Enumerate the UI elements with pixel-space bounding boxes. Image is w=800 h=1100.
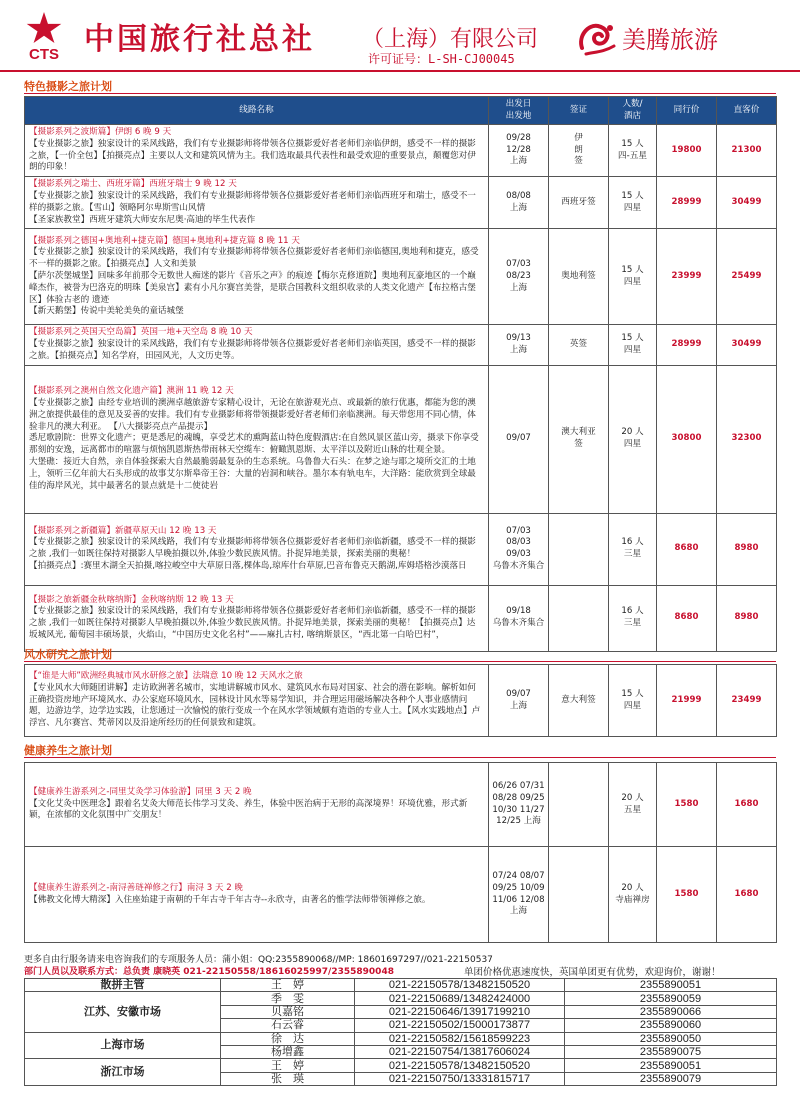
route-description: 【专业摄影之旅】独家设计的采风线路，我们有专业摄影师将带领各位摄影爱好者老师们亲临新疆，感受不一样的摄影之旅 ,我们一如既往保持对摄影人早晚拍摄以外,体验少数民族风情。扑捉异地美景，探索美丽的奥秘！【拍摄亮点】达坂城风光, 葡萄园丰硕场景，火焰山，“中国历史文化名村”——麻扎古村, 喀纳斯景区，“西北第一白哈巴村”， [29,606,476,641]
table-row [25,847,777,943]
cts-logo-text: CTS [29,46,59,63]
org-name: 中国旅行社总社 [84,22,315,57]
route-title: 【摄影系列之英国天空岛篇】英国一地+天空岛 8 晚 10 天 [29,327,253,338]
contact-qq: 2355890066 [565,1005,777,1018]
contact-qq: 2355890051 [565,979,777,992]
route-description: 【文化艾灸中医理念】跟着名艾灸大师范长伟学习艾灸、养生，体验中医治病于无形的高深境界！环境优雅，形式新颖，在浓郁的文化氛围中广交朋友！ [29,798,468,821]
route-title: 【摄影系列之澳州自然文化遗产篇】澳洲 11 晚 12 天 [29,386,234,397]
route-people: 15 人 四-五星 [609,125,657,177]
direct-price: 32300 [717,365,777,513]
contact-name: 石云睿 [221,1019,355,1032]
peer-price: 23999 [657,229,717,325]
route-title: 【健康养生游系列之-南浔善琏禅修之行】南浔 3 天 2 晚 [29,882,244,893]
peer-price: 1580 [657,763,717,847]
route-visa: 伊 朗 签 [549,125,609,177]
direct-price: 8980 [717,585,777,651]
direct-price: 8980 [717,513,777,585]
route-visa: 西班牙签 [549,177,609,229]
contact-name: 杨增鑫 [221,1045,355,1058]
peer-price: 8680 [657,585,717,651]
brand-name: 美腾旅游 [622,26,718,54]
col-visa: 签证 [549,97,609,125]
contact-phone: 021-22150582/15618599223 [355,1032,565,1045]
contact-name: 贝嘉铭 [221,1005,355,1018]
fengshui-tour-table [24,664,777,737]
peer-price: 21999 [657,665,717,737]
col-direct-price: 直客价 [717,97,777,125]
contact-phone: 021-22150750/13331815717 [355,1072,565,1085]
route-visa [549,847,609,943]
route-title: 【摄影系列之波斯篇】伊朗 6 晚 9 天 [29,127,172,137]
direct-price: 25499 [717,229,777,325]
contact-qq: 2355890050 [565,1032,777,1045]
route-description: 【专业摄影之旅】独家设计的采风线路，我们有专业摄影师将带领各位摄影爱好者老师们亲临伊朗，感受不一样的摄影之旅，【一价全包】【拍摄亮点】主要以人文和建筑风情为主。我们选取最具代表性和最受欢迎的重要景点，颠覆您对伊朗的印象！ [29,138,476,173]
route-people: 15 人 四星 [609,177,657,229]
route-people: 20 人 五星 [609,763,657,847]
peer-price: 8680 [657,513,717,585]
route-cell [25,763,489,847]
contact-table [24,978,777,1086]
contact-name: 徐 达 [221,1032,355,1045]
peer-price: 28999 [657,177,717,229]
route-people: 16 人 三星 [609,513,657,585]
route-description: 【专业摄影之旅】独家设计的采风线路，我们有专业摄影师将带领各位摄影爱好者老师们亲临德国,奥地利和捷克，感受不一样的摄影之旅。【拍摄亮点】人文和美景 【萨尔茨堡城堡】回味多年前那令无数世人痴迷的影片《音乐之声》的痕迹【梅尔克修道院】奥地利瓦豪地区的一个巅峰杰作，被誉为巴洛克的明珠【美泉宫】素有小凡尔赛宫美誉，是联合国教科文组织收录的人类文化遗产【布拉格古堡区】体验古老的 遗迹 【新天鹅堡】传说中美轮美奂的童话城堡 [29,247,479,317]
table-header-row [25,97,777,125]
direct-price: 21300 [717,125,777,177]
table-row [25,585,777,651]
direct-price: 23499 [717,665,777,737]
col-peer-price: 同行价 [657,97,717,125]
contact-qq: 2355890051 [565,1059,777,1072]
route-date: 07/03 08/23 上海 [489,229,549,325]
route-visa [549,763,609,847]
table-row [25,229,777,325]
route-cell [25,585,489,651]
contact-market: 江苏、安徽市场 [25,992,221,1032]
contact-qq: 2355890060 [565,1019,777,1032]
route-date: 08/08 上海 [489,177,549,229]
page-header [0,0,800,72]
contact-name: 王 婷 [221,1059,355,1072]
route-visa [549,585,609,651]
table-row [25,365,777,513]
route-visa: 英签 [549,325,609,365]
route-description: 【专业摄影之旅】独家设计的采风线路，我们有专业摄影师将带领各位摄影爱好者老师们亲临西班牙和瑞士，感受不一样的摄影之旅。【雪山】领略阿尔卑斯雪山风情 【圣家族教堂】西班牙建筑大师安东尼奥·高迪的毕生代表作 [29,190,476,225]
photo-tour-table [24,96,777,652]
route-cell [25,125,489,177]
route-people: 16 人 三星 [609,585,657,651]
license-number: 许可证号：L-SH-CJ00045 [368,52,515,66]
route-people: 15 人 四星 [609,229,657,325]
route-description: 【专业风水大师随团讲解】走访欧洲著名城市，实地讲解城市风水、建筑风水布局对国家、社会的潜在影响。解析如何正确投资房地产环境风水、办公家庭环境风水，园林设计风水等易学知识，并合理运用磁场解决各种个人事业感情问题，边游边学，边学边实践，让您通过一次愉悦的旅行变成一个在风水学领域颇有造诣的专业人士。【风水实践地点】卢浮宫、凡尔赛宫、梵蒂冈以及沿途所经历的任何景致和建筑。 [29,682,481,729]
route-people: 20 人 四星 [609,365,657,513]
contact-market: 浙江市场 [25,1059,221,1086]
route-date: 07/03 08/03 09/03 乌鲁木齐集合 [489,513,549,585]
peer-price: 28999 [657,325,717,365]
contact-phone: 021-22150578/13482150520 [355,979,565,992]
contact-phone: 021-22150754/13817606024 [355,1045,565,1058]
contact-phone: 021-22150689/13482424000 [355,992,565,1005]
col-date: 出发日 出发地 [489,97,549,125]
section-title-fengshui: 风水研究之旅计划 [24,646,776,662]
company-name: （上海）有限公司 [362,27,539,52]
route-visa: 意大利签 [549,665,609,737]
route-cell [25,325,489,365]
direct-price: 30499 [717,177,777,229]
route-title: 【摄影系列之德国+奥地利+捷克篇】德国+奥地利+捷克篇 8 晚 11 天 [29,235,300,246]
peer-price: 1580 [657,847,717,943]
route-description: 【专业摄影之旅】独家设计的采风线路，我们有专业摄影师将带领各位摄影爱好者老师们亲临新疆，感受不一样的摄影之旅 ,我们一如既往保持对摄影人早晚拍摄以外,体验少数民族风情。扑捉异地美景，探索美丽的奥秘！ 【拍摄亮点】:赛里木湖全天拍摄,喀拉峻空中大草原日落,棵体岛,琼库什台草原,巴音布鲁克天鹅湖,库姆塔格沙漠落日 [29,537,476,572]
route-cell [25,177,489,229]
direct-price: 1680 [717,763,777,847]
peer-price: 30800 [657,365,717,513]
contact-row [25,1059,777,1072]
route-date: 09/28 12/28 上海 [489,125,549,177]
route-people: 15 人 四星 [609,325,657,365]
route-title: 【“谁是大师”欧洲经典城市风水研修之旅】法瑞意 10 晚 12 天风水之旅 [29,671,303,681]
contact-name: 王 婷 [221,979,355,992]
contact-name: 张 瑛 [221,1072,355,1085]
contact-name: 季 雯 [221,992,355,1005]
route-date: 09/18 乌鲁木齐集合 [489,585,549,651]
contact-row [25,1032,777,1045]
peer-price: 19800 [657,125,717,177]
health-tour-table [24,762,777,943]
route-date: 09/07 上海 [489,665,549,737]
contact-qq: 2355890059 [565,992,777,1005]
direct-price: 30499 [717,325,777,365]
route-title: 【摄影系列之瑞士、西班牙篇】西班牙瑞士 9 晚 12 天 [29,179,237,190]
col-route: 线路名称 [25,97,489,125]
contact-row [25,979,777,992]
table-row [25,125,777,177]
route-people: 15 人 四星 [609,665,657,737]
route-date: 09/07 [489,365,549,513]
contact-phone: 021-22150578/13482150520 [355,1059,565,1072]
route-description: 【专业摄影之旅】由经专业培训的澳洲卓越旅游专家精心设计，无论在旅游观光点、或最新的旅行优惠，都能为您的澳洲之旅提供最佳的意见及妥善的安排。我们有专业摄影师将带领摄影爱好者老师们亲临澳洲。每天带您用不同心情，体验非凡的澳大利亚。 【八大摄影亮点产品提示】 悉尼歌剧院：世界文化遗产；更是悉尼的魂魄，享受艺术的熏陶蓝山特色度假酒店:在自然风景区蓝山旁，摄录下你享受那刻的安逸，远离都市的喧嚣与烦恼凯恩斯热带雨林天空缆车：俯瞰凯恩斯、太平洋以及附近山脉的壮观全景。 大堡礁：接近大自然，亲自体验探索大自然最脆弱最复杂的生态系统。乌鲁鲁大石头：在梦之途与耶之境所交汇的土地上，领听三亿年前大石头形成的故事艾尔斯皋帝王谷：大量的岩洞和峡谷。墨尔本有轨电车，大洋路：能欣赏到全球最佳的海岸风光，其中最著名的景点就是十二使徒岩 [29,397,479,491]
route-date: 07/24 08/07 09/25 10/09 11/06 12/08 上海 [489,847,549,943]
table-row [25,177,777,229]
table-row [25,763,777,847]
direct-price: 1680 [717,847,777,943]
route-visa: 奥地利签 [549,229,609,325]
route-visa: 澳大利亚 签 [549,365,609,513]
contact-qq: 2355890075 [565,1045,777,1058]
route-title: 【摄影之旅新疆金秋喀纳斯】金秋喀纳斯 12 晚 13 天 [29,594,234,605]
contact-market: 上海市场 [25,1032,221,1059]
table-row [25,665,777,737]
route-cell [25,229,489,325]
route-title: 【健康养生游系列之-同里艾灸学习体验游】同里 3 天 2 晚 [29,786,252,797]
col-people: 人数/ 酒店 [609,97,657,125]
route-people: 20 人 寺庙禅房 [609,847,657,943]
table-row [25,513,777,585]
route-title: 【摄影系列之新疆篇】新疆草原天山 12 晚 13 天 [29,525,217,536]
route-cell [25,665,489,737]
table-row [25,325,777,365]
cts-logo [14,10,74,64]
contact-phone: 021-22150646/13917199210 [355,1005,565,1018]
route-description: 【佛教文化博大精深】入住座始建于南朝的千年古寺千年古寺--永欣寺，由著名的惟学法师带领禅修之旅。 [29,894,431,905]
footer-service-line: 更多自由行服务请来电咨询我们的专项服务人员：蒲小姐：QQ:2355890068//MP: 18601697297//021-22150537 [24,955,493,965]
footer-contact-line: 部门人员以及联系方式：总负责 康晓英 021-22150558/18616025997/2355890048 [24,967,394,977]
meiteng-logo-icon [576,18,618,58]
contact-row [25,992,777,1005]
route-description: 【专业摄影之旅】独家设计的采风线路，我们有专业摄影师将带领各位摄影爱好者老师们亲临英国，感受不一样的摄影之旅。【拍摄亮点】知名学府，田园风光，人文历史等。 [29,339,476,361]
route-visa [549,513,609,585]
footer-note: 单团价格优惠速度快，英国单团更有优势，欢迎询价，谢谢！ [464,967,721,978]
route-cell [25,847,489,943]
route-cell [25,513,489,585]
contact-market: 散拼主管 [25,979,221,992]
contact-qq: 2355890079 [565,1072,777,1085]
route-date: 06/26 07/31 08/28 09/25 10/30 11/27 12/25 上海 [489,763,549,847]
route-date: 09/13 上海 [489,325,549,365]
contact-phone: 021-22150502/15000173877 [355,1019,565,1032]
star-icon [26,12,62,46]
section-title-health: 健康养生之旅计划 [24,742,776,758]
route-cell [25,365,489,513]
section-title-photo: 特色摄影之旅计划 [24,78,776,94]
